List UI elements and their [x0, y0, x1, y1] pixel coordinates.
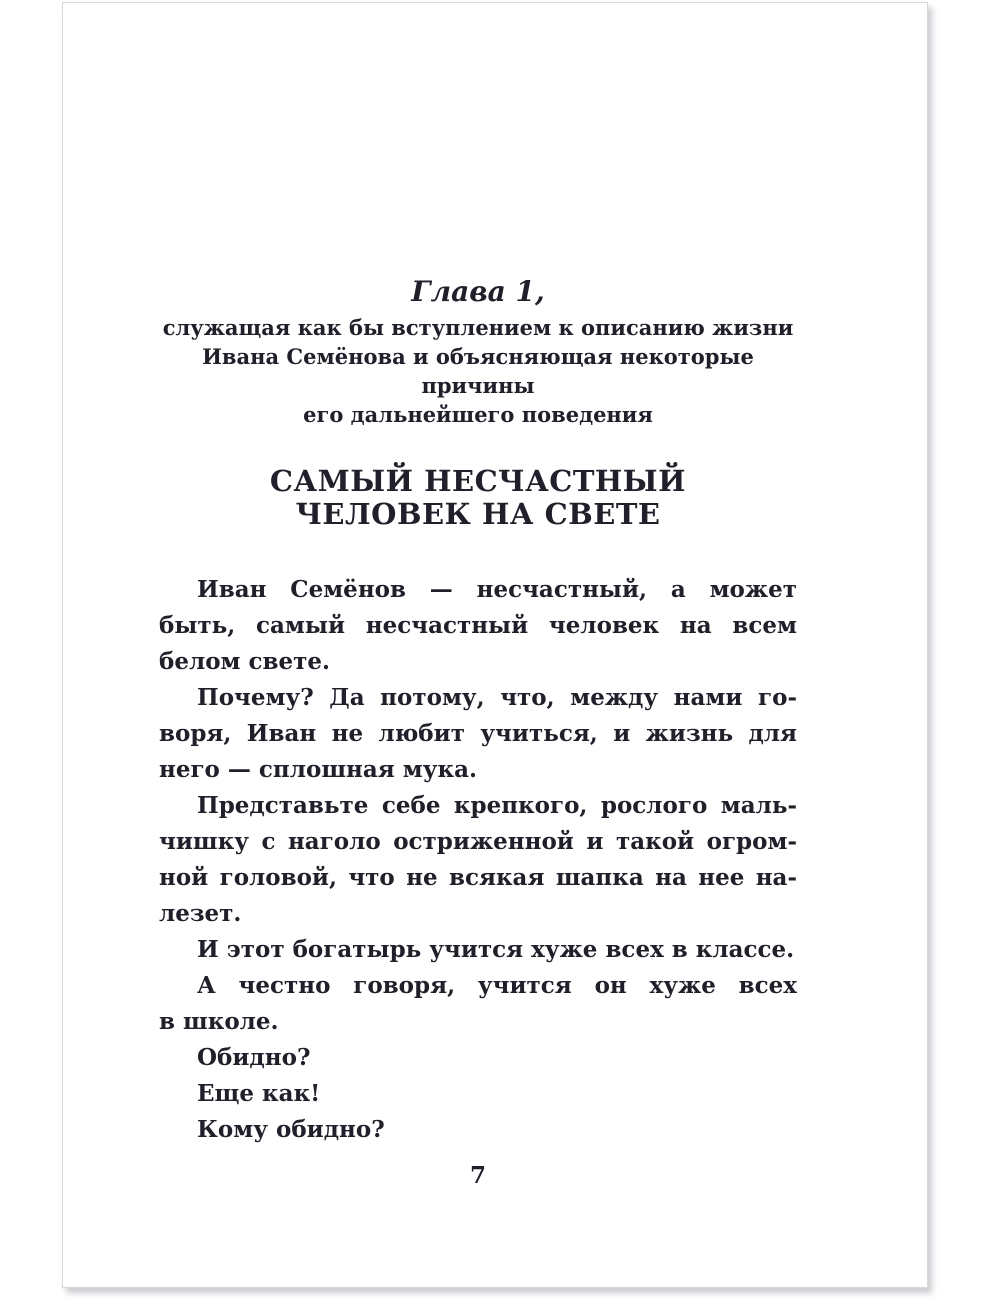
- chapter-subtitle-line: его дальнейшего поведения: [303, 402, 653, 427]
- text-line: белом свете.: [159, 648, 331, 675]
- chapter-subtitle: [159, 313, 797, 429]
- paragraph: [159, 680, 797, 788]
- text-line: ной головой, что не всякая шапка на нее на-: [159, 864, 797, 891]
- book-page: [62, 2, 928, 1288]
- chapter-heading: Глава 1,: [411, 275, 545, 308]
- chapter-subtitle-line: Ивана Семёнова и объясняющая некоторые причины: [202, 344, 754, 398]
- text-line: него — сплошная мука.: [159, 756, 477, 783]
- page-content: [63, 3, 927, 1189]
- story-title-line: ЧЕЛОВЕК НА СВЕТЕ: [295, 497, 661, 531]
- text-line: А честно говоря, учится он хуже всех: [197, 972, 797, 999]
- text-line: Почему? Да потому, что, между нами го-: [197, 684, 797, 711]
- text-line: И этот богатырь учится хуже всех в классе.: [197, 936, 795, 963]
- chapter-subtitle-line: служащая как бы вступлением к описанию жизни: [162, 315, 794, 340]
- text-line: чишку с наголо остриженной и такой огром-: [159, 828, 797, 855]
- text-line: Представьте себе крепкого, рослого маль-: [197, 792, 797, 819]
- paragraph: [159, 572, 797, 680]
- text-line: лезет.: [159, 900, 242, 927]
- page-number: 7: [469, 1162, 486, 1189]
- paragraph: [159, 1112, 797, 1148]
- text-line: воря, Иван не любит учиться, и жизнь для: [159, 720, 797, 747]
- paragraph: [159, 788, 797, 932]
- text-line: Обидно?: [197, 1044, 311, 1071]
- story-title: [159, 465, 797, 531]
- paragraph: [159, 932, 797, 968]
- text-line: Еще как!: [197, 1080, 321, 1107]
- text-line: быть, самый несчастный человек на всем: [159, 612, 797, 639]
- paragraph: [159, 1076, 797, 1112]
- text-line: в школе.: [159, 1008, 279, 1035]
- text-line: Кому обидно?: [197, 1116, 385, 1143]
- story-title-line: САМЫЙ НЕСЧАСТНЫЙ: [269, 464, 687, 498]
- body-text: [159, 572, 797, 1148]
- paragraph: [159, 1040, 797, 1076]
- text-line: Иван Семёнов — несчастный, а может: [197, 576, 797, 603]
- paragraph: [159, 968, 797, 1040]
